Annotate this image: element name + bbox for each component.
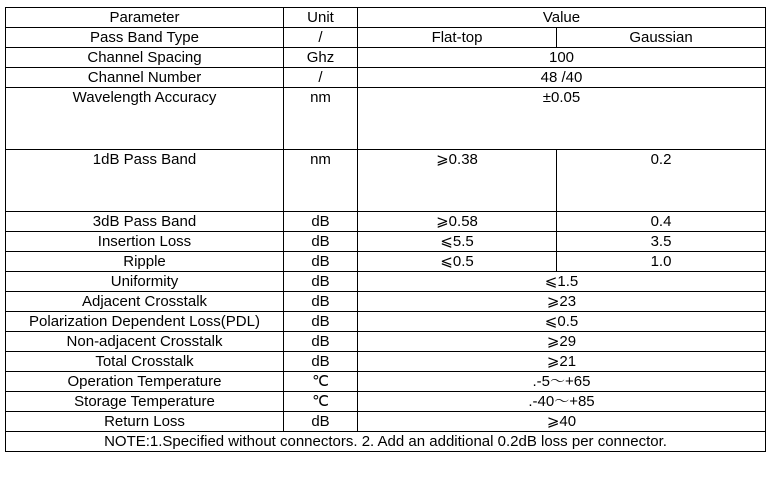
row-note: [6, 432, 766, 452]
label-total-crosstalk: Total Crosstalk: [6, 352, 284, 372]
unit-1db-pass-band: nm: [284, 150, 358, 212]
specification-table: [5, 7, 766, 452]
flat-top-1db-pass-band: ⩾0.38: [358, 150, 557, 212]
row-adjacent-crosstalk: [6, 292, 766, 312]
flat-top-insertion-loss: ⩽5.5: [358, 232, 557, 252]
header-parameter: Parameter: [6, 8, 284, 28]
unit-storage-temperature: ℃: [284, 392, 358, 412]
value-pdl: ⩽0.5: [358, 312, 766, 332]
row-channel-number: [6, 68, 766, 88]
gaussian-3db-pass-band: 0.4: [557, 212, 766, 232]
row-return-loss: [6, 412, 766, 432]
row-storage-temperature: [6, 392, 766, 412]
row-pass-band-type: [6, 28, 766, 48]
label-channel-spacing: Channel Spacing: [6, 48, 284, 68]
label-3db-pass-band: 3dB Pass Band: [6, 212, 284, 232]
label-wavelength-accuracy: Wavelength Accuracy: [6, 88, 284, 150]
row-3db-pass-band: [6, 212, 766, 232]
unit-operation-temperature: ℃: [284, 372, 358, 392]
unit-3db-pass-band: dB: [284, 212, 358, 232]
unit-adjacent-crosstalk: dB: [284, 292, 358, 312]
unit-pdl: dB: [284, 312, 358, 332]
gaussian-insertion-loss: 3.5: [557, 232, 766, 252]
unit-ripple: dB: [284, 252, 358, 272]
flat-top-header: Flat-top: [358, 28, 557, 48]
value-storage-temperature: .-40～+85: [358, 392, 766, 412]
row-non-adjacent-crosstalk: [6, 332, 766, 352]
row-insertion-loss: [6, 232, 766, 252]
row-pdl: [6, 312, 766, 332]
unit-insertion-loss: dB: [284, 232, 358, 252]
value-channel-spacing: 100: [358, 48, 766, 68]
row-channel-spacing: [6, 48, 766, 68]
label-storage-temperature: Storage Temperature: [6, 392, 284, 412]
label-return-loss: Return Loss: [6, 412, 284, 432]
gaussian-ripple: 1.0: [557, 252, 766, 272]
row-uniformity: [6, 272, 766, 292]
label-pdl: Polarization Dependent Loss(PDL): [6, 312, 284, 332]
row-operation-temperature: [6, 372, 766, 392]
unit-total-crosstalk: dB: [284, 352, 358, 372]
flat-top-ripple: ⩽0.5: [358, 252, 557, 272]
value-total-crosstalk: ⩾21: [358, 352, 766, 372]
unit-channel-number: /: [284, 68, 358, 88]
row-wavelength-accuracy: [6, 88, 766, 150]
label-ripple: Ripple: [6, 252, 284, 272]
label-pass-band-type: Pass Band Type: [6, 28, 284, 48]
unit-return-loss: dB: [284, 412, 358, 432]
gaussian-header: Gaussian: [557, 28, 766, 48]
row-total-crosstalk: [6, 352, 766, 372]
header-value: Value: [358, 8, 766, 28]
value-return-loss: ⩾40: [358, 412, 766, 432]
value-adjacent-crosstalk: ⩾23: [358, 292, 766, 312]
unit-wavelength-accuracy: nm: [284, 88, 358, 150]
unit-channel-spacing: Ghz: [284, 48, 358, 68]
header-unit: Unit: [284, 8, 358, 28]
flat-top-3db-pass-band: ⩾0.58: [358, 212, 557, 232]
value-channel-number: 48 /40: [358, 68, 766, 88]
label-1db-pass-band: 1dB Pass Band: [6, 150, 284, 212]
unit-pass-band-type: /: [284, 28, 358, 48]
unit-non-adjacent-crosstalk: dB: [284, 332, 358, 352]
label-operation-temperature: Operation Temperature: [6, 372, 284, 392]
value-wavelength-accuracy: ±0.05: [358, 88, 766, 150]
label-adjacent-crosstalk: Adjacent Crosstalk: [6, 292, 284, 312]
value-uniformity: ⩽1.5: [358, 272, 766, 292]
note-text: NOTE:1.Specified without connectors. 2. Add an additional 0.2dB loss per connector.: [6, 432, 766, 452]
label-insertion-loss: Insertion Loss: [6, 232, 284, 252]
label-channel-number: Channel Number: [6, 68, 284, 88]
row-ripple: [6, 252, 766, 272]
gaussian-1db-pass-band: 0.2: [557, 150, 766, 212]
label-uniformity: Uniformity: [6, 272, 284, 292]
unit-uniformity: dB: [284, 272, 358, 292]
value-operation-temperature: .-5～+65: [358, 372, 766, 392]
label-non-adjacent-crosstalk: Non-adjacent Crosstalk: [6, 332, 284, 352]
header-row: [6, 8, 766, 28]
row-1db-pass-band: [6, 150, 766, 212]
value-non-adjacent-crosstalk: ⩾29: [358, 332, 766, 352]
